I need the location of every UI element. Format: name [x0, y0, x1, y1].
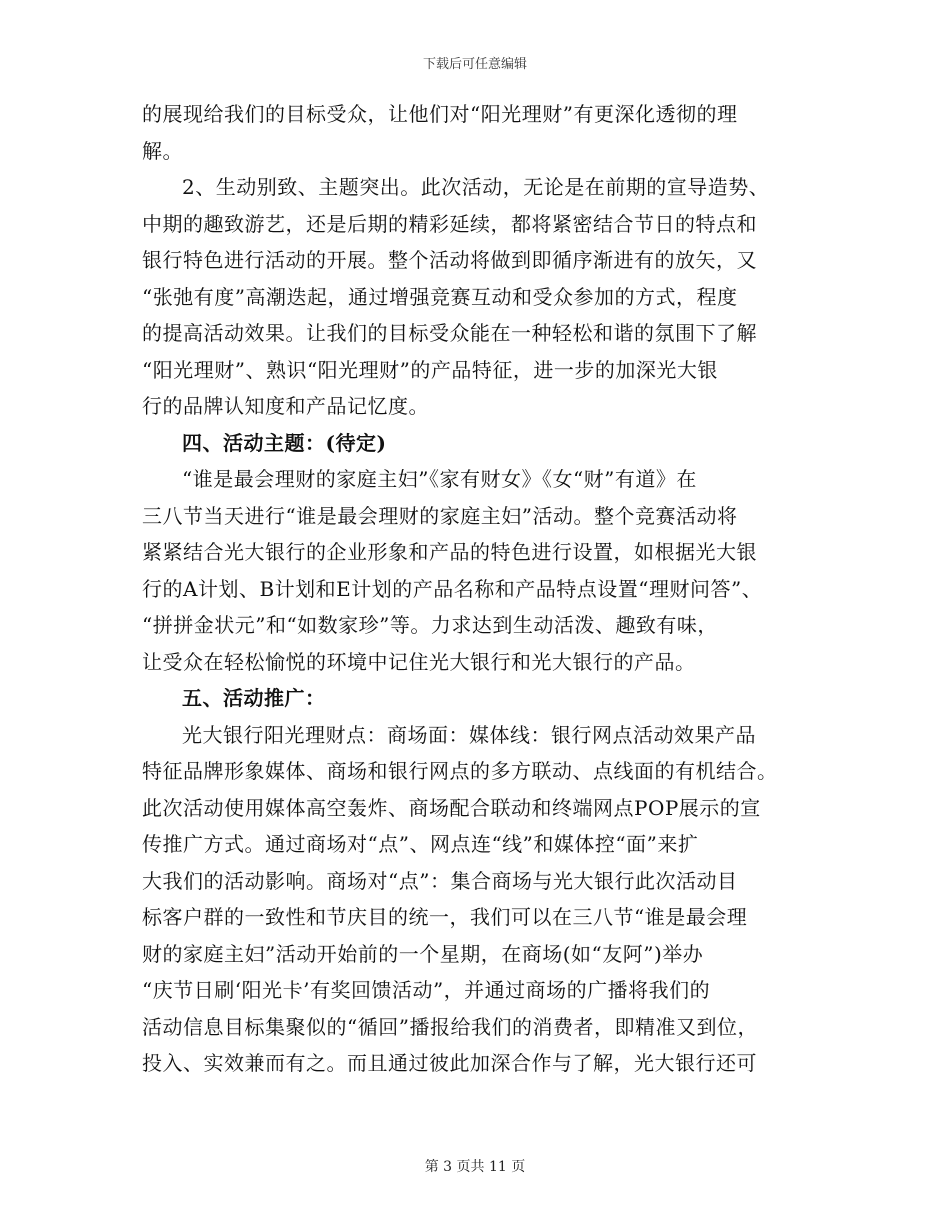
section-heading: 五、活动推广： — [182, 686, 326, 710]
paragraph-line: 让受众在轻松愉悦的环境中记住光大银行和光大银行的产品。 — [142, 649, 696, 674]
paragraph-line: 传推广方式。通过商场对“点”、网点连“线”和媒体控“面”来扩 — [142, 832, 699, 856]
paragraph-line: 行的A计划、B计划和E计划的产品名称和产品特点设置“理财问答”、 — [142, 576, 763, 601]
paragraph-line: 标客户群的一致性和节庆目的统一，我们可以在三八节“谁是最会理 — [142, 905, 748, 929]
paragraph-line: 大我们的活动影响。商场对“点”：集合商场与光大银行此次活动目 — [142, 868, 738, 893]
paragraph-line: 财的家庭主妇”活动开始前的一个星期，在商场(如“友阿”)举办 — [142, 941, 704, 966]
page-footer: 第 3 页共 11 页 — [424, 1159, 526, 1175]
paragraph-line: “张弛有度”高潮迭起，通过增强竞赛互动和受众参加的方式，程度 — [142, 284, 738, 309]
paragraph-line: 的提高活动效果。让我们的目标受众能在一种轻松和谐的氛围下了解 — [142, 321, 757, 345]
paragraph-line: 的展现给我们的目标受众，让他们对“阳光理财”有更深化透彻的理 — [142, 102, 738, 126]
paragraph-line: 解。 — [142, 138, 183, 163]
paragraph-line: 此次活动使用媒体高空轰炸、商场配合联动和终端网点POP展示的宣 — [142, 795, 761, 820]
paragraph-line: 2、生动别致、主题突出。此次活动，无论是在前期的宣导造势、 — [182, 175, 770, 199]
paragraph-line: 行的品牌认知度和产品记忆度。 — [142, 394, 429, 418]
document-body — [142, 96, 832, 1082]
paragraph-line: 银行特色进行活动的开展。整个活动将做到即循序渐进有的放矢，又 — [142, 248, 757, 272]
paragraph-line: 光大银行阳光理财点：商场面：媒体线：银行网点活动效果产品 — [182, 722, 756, 747]
section-heading: 四、活动主题：(待定) — [182, 430, 387, 455]
paragraph-line: 特征品牌形象媒体、商场和银行网点的多方联动、点线面的有机结合。 — [142, 759, 778, 783]
paragraph-line: “庆节日刷‘阳光卡’有奖回馈活动”，并通过商场的广播将我们的 — [142, 978, 711, 1002]
paragraph-line: “拼拼金状元”和“如数家珍”等。力求达到生动活泼、趣致有味， — [142, 613, 718, 637]
paragraph-line: “阳光理财”、熟识“阳光理财”的产品特征，进一步的加深光大银 — [142, 357, 718, 382]
paragraph-line: 紧紧结合光大银行的企业形象和产品的特色进行设置，如根据光大银 — [142, 540, 757, 564]
paragraph-line: 三八节当天进行“谁是最会理财的家庭主妇”活动。整个竞赛活动将 — [142, 503, 738, 528]
paragraph-line: “谁是最会理财的家庭主妇”《家有财女》《女“财”有道》在 — [182, 467, 697, 491]
page-header: 下载后可任意编辑 — [422, 57, 527, 72]
paragraph-line: 活动信息目标集聚似的“循回”播报给我们的消费者，即精准又到位， — [142, 1014, 758, 1039]
paragraph-line: 投入、实效兼而有之。而且通过彼此加深合作与了解，光大银行还可 — [142, 1051, 757, 1075]
paragraph-line: 中期的趣致游艺，还是后期的精彩延续，都将紧密结合节日的特点和 — [142, 211, 757, 236]
